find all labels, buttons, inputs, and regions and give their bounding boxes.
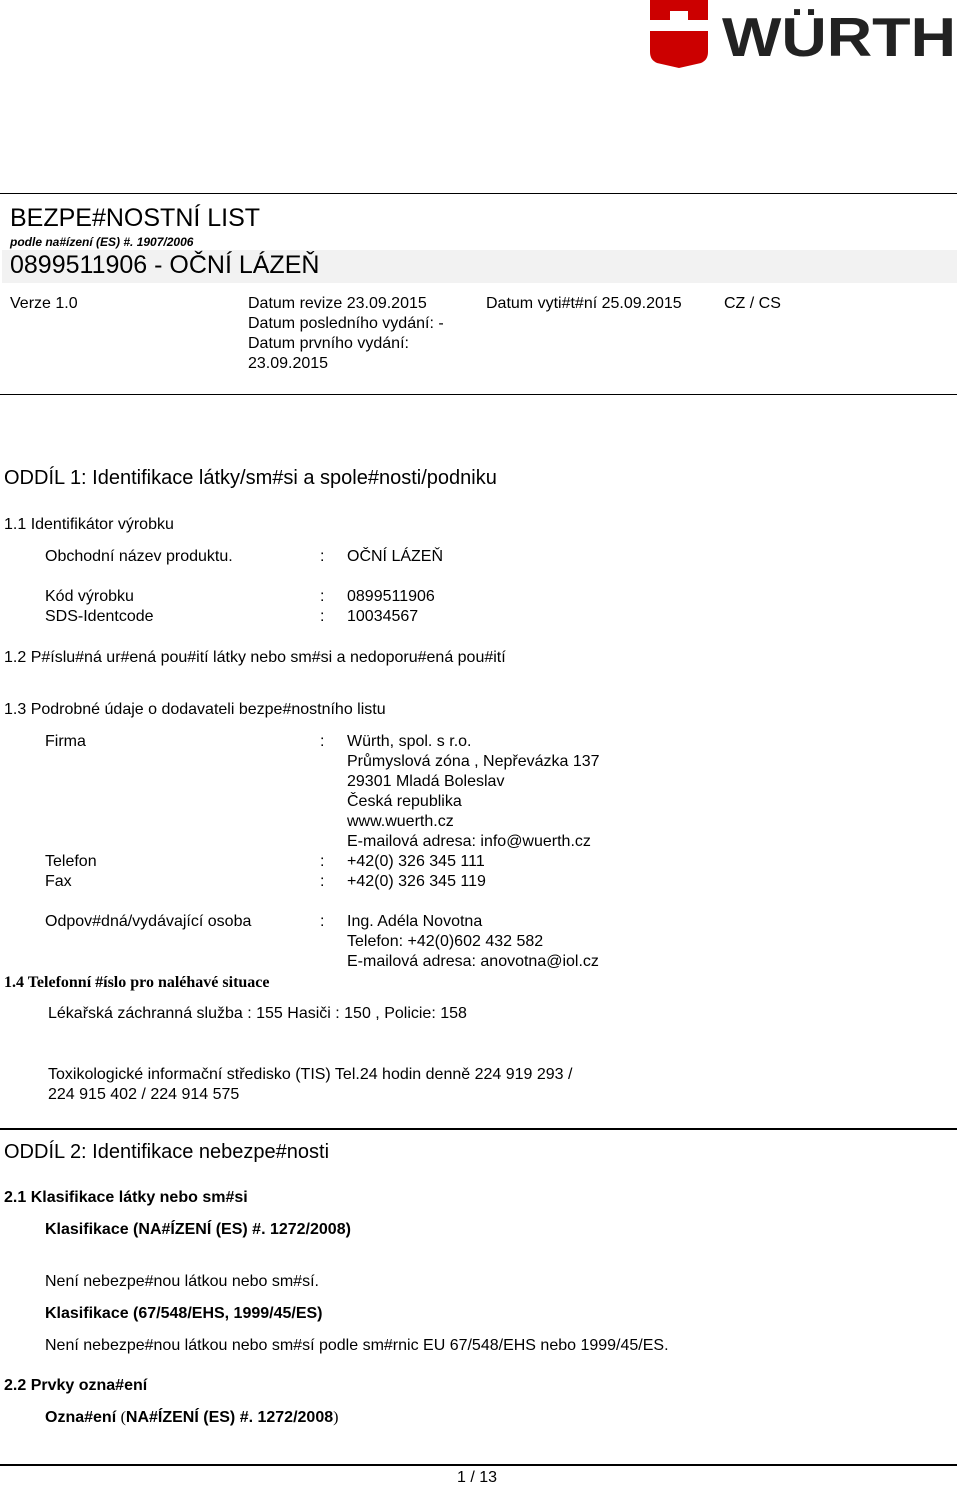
company-label: Firma [45,733,86,750]
sds-code-label: SDS-Identcode [45,608,154,625]
tis-line-2: 224 915 402 / 224 914 575 [48,1086,240,1103]
responsible-person-phone: Telefon: +42(0)602 432 582 [347,933,544,950]
responsible-person-email: E-mailová adresa: anovotna@iol.cz [347,953,599,970]
classification-regulation-text: Není nebezpe#nou látkou nebo sm#sí. [45,1273,319,1290]
phone-value: +42(0) 326 345 111 [347,853,485,870]
labelling-title-prefix: Ozna#ení [45,1409,121,1426]
version: Verze 1.0 [10,295,78,312]
first-issue-label: Datum prvního vydání: [248,335,409,352]
section2-rule [0,1128,957,1130]
logo-wordmark: WÜRTH [722,6,956,68]
page-number: 1 / 13 [457,1469,498,1486]
classification-directive-text: Není nebezpe#nou látkou nebo sm#sí podle sm#rnic EU 67/548/EHS nebo 1999/45/ES. [45,1337,669,1354]
colon: : [320,913,325,930]
product-code-label: Kód výrobku [45,588,134,605]
language-code: CZ / CS [724,295,781,312]
fax-value: +42(0) 326 345 119 [347,873,486,890]
product-code-value: 0899511906 [347,588,435,605]
wurth-logo [648,0,958,68]
colon: : [320,733,325,750]
print-date: Datum vyti#t#ní 25.09.2015 [486,295,682,312]
section2-1-title: 2.1 Klasifikace látky nebo sm#si [4,1189,248,1206]
regulation-subtitle: podle na#ízení (ES) #. 1907/2006 [10,235,194,249]
logo-mark-bottom [650,31,708,68]
trade-name-label: Obchodní název produktu. [45,548,233,565]
colon: : [320,548,325,565]
phone-label: Telefon [45,853,97,870]
header-bottom-rule [0,394,957,395]
fax-label: Fax [45,873,72,890]
footer-rule [0,1464,957,1466]
revision-date: Datum revize 23.09.2015 [248,295,427,312]
header-top-rule [0,193,957,194]
section1-2-title: 1.2 P#íslu#ná ur#ená pou#ití látky nebo sm#si a nedoporu#ená pou#ití [4,649,506,666]
logo-mark-top [650,0,708,20]
emergency-numbers: Lékařská záchranná služba : 155 Hasiči : 150 , Policie: 158 [48,1005,467,1022]
responsible-person-name: Ing. Adéla Novotna [347,913,483,930]
company-name: Würth, spol. s r.o. [347,733,472,750]
first-issue-date: 23.09.2015 [248,355,329,372]
colon: : [320,873,325,890]
tis-line-1: Toxikologické informační středisko (TIS) Tel.24 hodin denně 224 919 293 / [48,1066,573,1083]
company-website: www.wuerth.cz [347,813,454,830]
labelling-title [45,1409,338,1427]
sds-code-value: 10034567 [347,608,419,625]
colon: : [320,608,325,625]
responsible-person-label: Odpov#dná/vydávající osoba [45,913,252,930]
last-issue-date: Datum posledního vydání: - [248,315,444,332]
company-email: E-mailová adresa: info@wuerth.cz [347,833,591,850]
section1-1-title: 1.1 Identifikátor výrobku [4,516,174,533]
classification-directive-title: Klasifikace (67/548/EHS, 1999/45/ES) [45,1305,323,1322]
company-country: Česká republika [347,793,462,810]
product-heading: 0899511906 - OČNÍ LÁZEŇ [10,251,320,279]
classification-regulation-title: Klasifikace (NA#ÍZENÍ (ES) #. 1272/2008) [45,1221,351,1238]
labelling-paren-close: ) [333,1409,339,1426]
trade-name-value: OČNÍ LÁZEŇ [347,548,444,565]
document-title: BEZPE#NOSTNÍ LIST [10,204,261,232]
labelling-paren-open: ( [120,1409,126,1426]
company-city: 29301 Mladá Boleslav [347,773,505,790]
company-street: Průmyslová zóna , Nepřevázka 137 [347,753,600,770]
colon: : [320,853,325,870]
section2-title: ODDÍL 2: Identifikace nebezpe#nosti [4,1141,330,1163]
section1-title: ODDÍL 1: Identifikace látky/sm#si a spole#nosti/podniku [4,467,497,489]
section1-4-title: 1.4 Telefonní #íslo pro naléhavé situace [4,974,270,991]
section2-2-title: 2.2 Prvky ozna#ení [4,1377,148,1394]
section1-3-title: 1.3 Podrobné údaje o dodavateli bezpe#nostního listu [4,701,386,718]
labelling-regulation: NA#ÍZENÍ (ES) #. 1272/2008 [125,1409,334,1426]
colon: : [320,588,325,605]
